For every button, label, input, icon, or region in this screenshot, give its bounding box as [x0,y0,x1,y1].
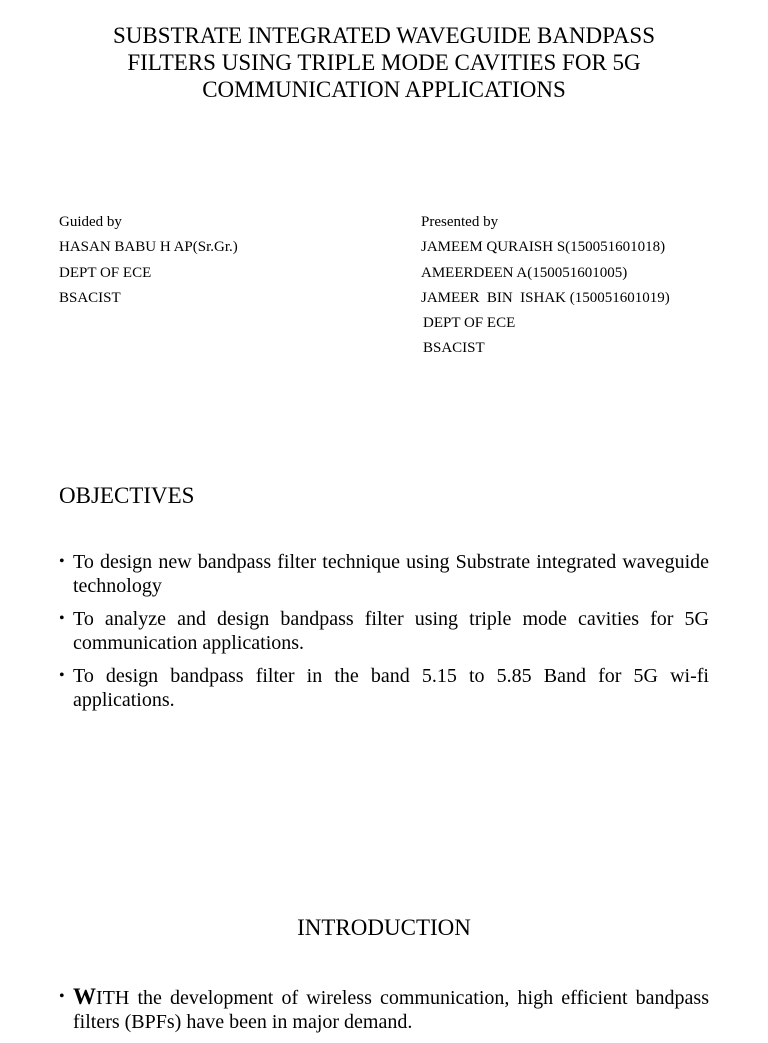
bullet-icon: • [59,553,65,570]
bullet-icon: • [59,667,65,684]
bullet-icon: • [59,988,65,1005]
presenter-name: JAMEER BIN ISHAK (150051601019) [421,289,670,306]
presenter-name: AMEERDEEN A(150051601005) [421,264,628,281]
objective-text: To design new bandpass filter technique using Substrate integrated waveguide technology [73,551,709,597]
objectives-list [59,550,709,721]
guided-by-block [59,212,238,313]
title-line-3: COMMUNICATION APPLICATIONS [202,77,566,102]
guide-institution: BSACIST [59,289,121,306]
introduction-heading: INTRODUCTION [297,915,471,940]
presenter-name: JAMEEM QURAISH S(150051601018) [421,239,666,256]
list-item [59,985,709,1034]
list-item [59,664,709,712]
list-item [59,550,709,598]
guided-by-label: Guided by [59,214,122,230]
drop-letter: W [73,984,96,1009]
title-line-1: SUBSTRATE INTEGRATED WAVEGUIDE BANDPASS [112,23,656,48]
guide-name: HASAN BABU H AP(Sr.Gr.) [59,239,238,256]
objective-text: To analyze and design bandpass filter using triple mode cavities for 5G communication applications. [73,608,709,654]
guide-dept: DEPT OF ECE [59,264,152,281]
objectives-heading: OBJECTIVES [59,483,195,508]
objective-text: To design bandpass filter in the band 5.15 to 5.85 Band for 5G wi-fi applications. [73,665,709,711]
document-title [40,22,728,103]
presented-by-label: Presented by [421,214,499,230]
list-item [59,607,709,655]
presenter-dept: DEPT OF ECE [423,315,516,332]
introduction-list [59,985,709,1043]
bullet-icon: • [59,610,65,627]
title-line-2: FILTERS USING TRIPLE MODE CAVITIES FOR 5G [127,50,641,75]
introduction-text: ITH the development of wireless communication, high efficient bandpass filters (BPFs) have been in major demand. [73,987,709,1033]
presented-by-block [421,212,670,364]
presenter-institution: BSACIST [423,340,485,357]
